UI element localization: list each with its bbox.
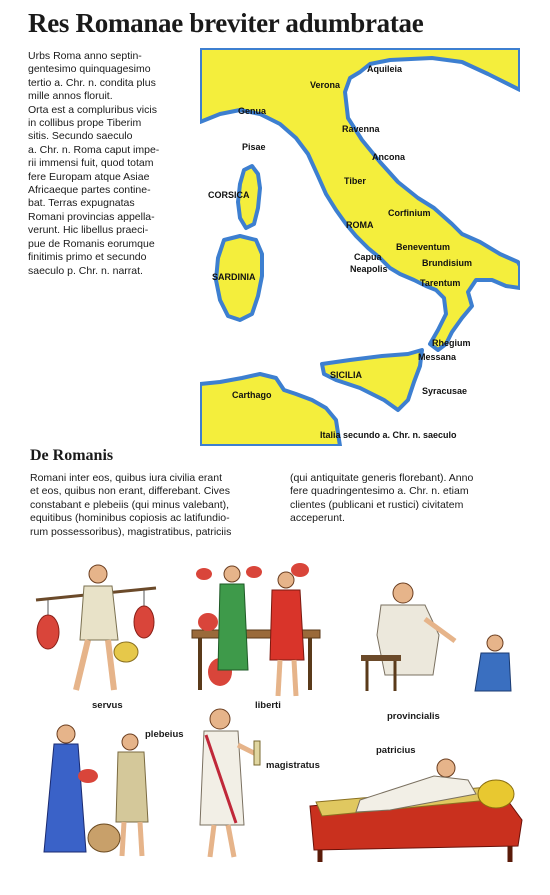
map-label: SICILIA (330, 370, 363, 380)
patricius-illustration (300, 750, 525, 865)
section-text-column (290, 472, 530, 526)
map-label: Ancona (372, 152, 406, 162)
liberti-illustration (190, 560, 340, 700)
intro-line: in collibus prope Tiberim (28, 117, 142, 130)
map-caption: Italia secundo a. Chr. n. saeculo (320, 430, 457, 440)
intro-line: saeculo p. Chr. n. narrat. (28, 264, 143, 277)
map-label: Brundisium (422, 258, 473, 268)
text-line: fere quadringentesimo a. Chr. n. etiam (290, 485, 469, 498)
intro-text (28, 50, 188, 278)
intro-line: Africaeque partes contine- (28, 184, 151, 197)
provincialis-illustration (355, 575, 515, 705)
servus-caption: servus (92, 700, 123, 711)
map-label: Aquileia (367, 64, 403, 74)
intro-line: fere Europam atque Asiae (28, 170, 150, 183)
map-label: Beneventum (396, 242, 451, 252)
servus-illustration (32, 560, 162, 700)
map-label: Capua (354, 252, 382, 262)
section-text-column (30, 472, 280, 539)
map-label: Rhegium (432, 338, 471, 348)
intro-line: sitis. Secundo saeculo (28, 130, 133, 143)
map-label: Tiber (344, 176, 366, 186)
intro-line: verunt. Hic libellus praeci- (28, 224, 149, 237)
map-label: Neapolis (350, 264, 388, 274)
magistratus-caption: magistratus (266, 760, 320, 771)
intro-line: a. Chr. n. Roma caput impe- (28, 143, 160, 156)
intro-line: finitimis primo et secundo (28, 251, 147, 264)
map-label: Corfinium (388, 208, 431, 218)
intro-line: Orta est a compluribus vicis (28, 103, 157, 116)
text-line: (qui antiquitate generis florebant). Anno (290, 472, 474, 484)
intro-line: pue de Romanis eorumque (28, 237, 155, 250)
italy-map (200, 48, 520, 446)
text-line: Romani inter eos, quibus iura civilia erant (30, 472, 223, 484)
map-label: Messana (418, 352, 457, 362)
intro-line: mille annos floruit. (28, 90, 113, 103)
map-label: Carthago (232, 390, 272, 400)
map-label: ROMA (346, 220, 374, 230)
text-line: acceperunt. (290, 512, 345, 525)
map-label: Genua (238, 106, 267, 116)
text-line: et eos, quibus non erant, differebant. Cives (30, 485, 231, 498)
magistratus-illustration (192, 705, 272, 863)
text-line: constabant e plebeiis (qui minus valebant), (30, 498, 230, 511)
intro-line: tertio a. Chr. n. condita plus (28, 76, 156, 89)
intro-line: rii immensi fuit, quod totam (28, 157, 154, 170)
map-label: Syracusae (422, 386, 468, 396)
intro-line: gentesimo quinquagesimo (28, 63, 151, 76)
intro-line: Urbs Roma anno septin- (28, 50, 142, 62)
plebeius-caption: plebeius (145, 729, 184, 740)
map-label: Ravenna (342, 124, 380, 134)
intro-line: bat. Terras expugnatas (28, 197, 135, 210)
text-line: rum possessoribus), magistratibus, patriciis (30, 525, 232, 538)
text-line: clientes (publicani et rustici) civitatem (290, 498, 464, 511)
map-label: CORSICA (208, 190, 250, 200)
page-title: Res Romanae breviter adumbratae (28, 8, 424, 38)
map-label: SARDINIA (212, 272, 256, 282)
map-label: Pisae (242, 142, 266, 152)
section-title: De Romanis (30, 447, 114, 464)
map-label: Tarentum (420, 278, 461, 288)
intro-line: Romani provincias appella- (28, 210, 155, 223)
map-label: Verona (310, 80, 341, 90)
liberti-caption: liberti (255, 700, 281, 711)
plebeius-illustration (36, 722, 166, 862)
patricius-caption: patricius (376, 745, 416, 756)
text-line: equitibus (hominibus copiosis ac latifundio- (30, 512, 230, 525)
provincialis-caption: provincialis (387, 711, 440, 722)
